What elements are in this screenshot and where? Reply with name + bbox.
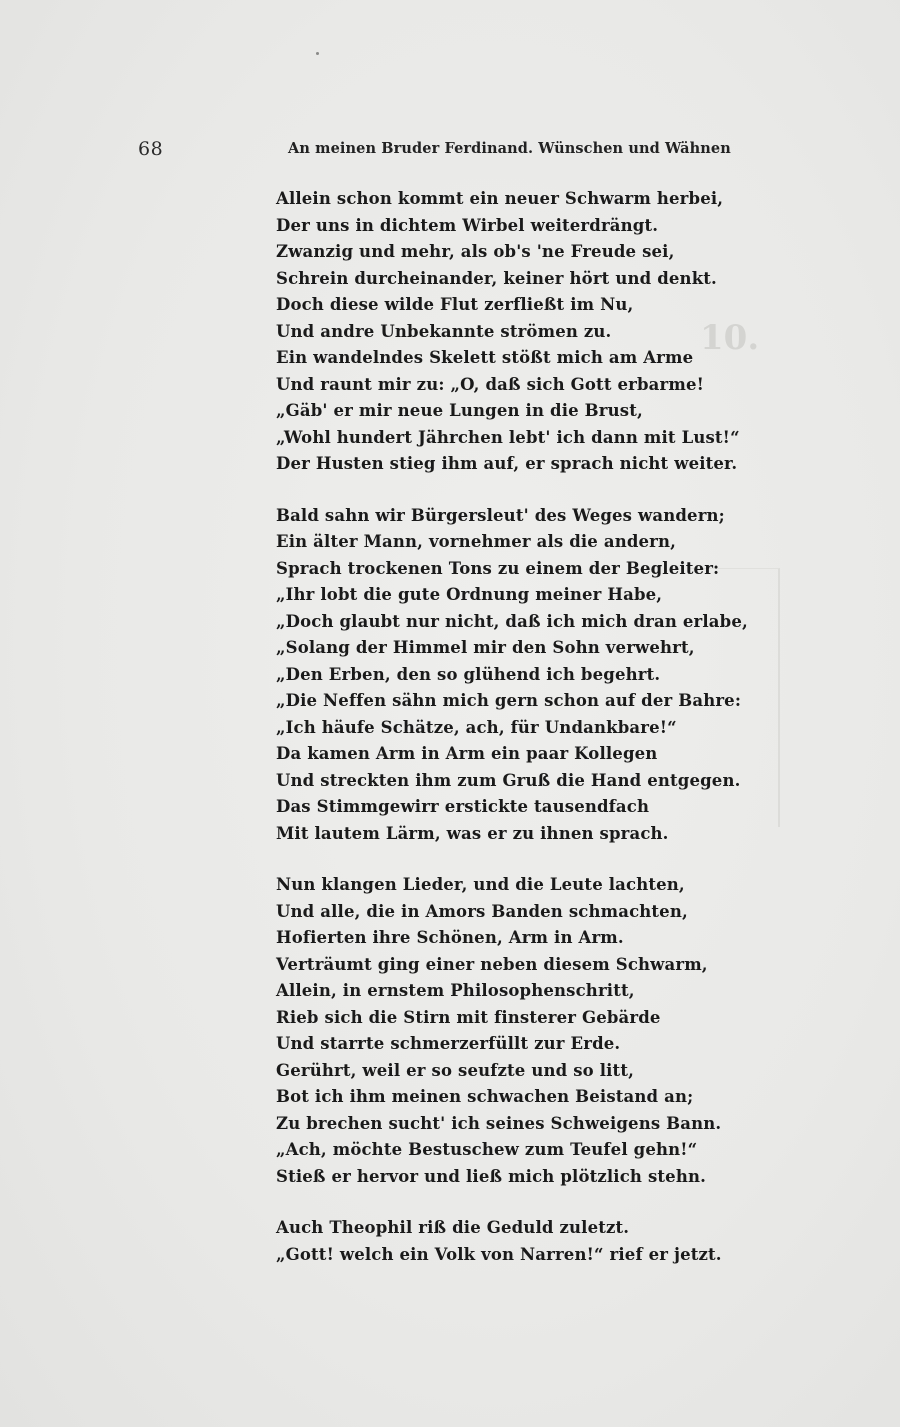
verse-line: Der uns in dichtem Wirbel weiterdrängt. xyxy=(276,215,659,235)
verse-line: „Ach, möchte Bestuschew zum Teufel gehn!“ xyxy=(276,1140,698,1159)
verse-line: Und starrte schmerzerfüllt zur Erde. xyxy=(276,1034,621,1053)
verse-line: „Gäb' er mir neue Lungen in die Brust, xyxy=(276,401,643,420)
verse-line: Und alle, die in Amors Banden schmachten, xyxy=(276,901,688,921)
verse-line: Rieb sich die Stirn mit finsterer Gebärde xyxy=(276,1007,661,1027)
verse-line: Bot ich ihm meinen schwachen Beistand an; xyxy=(276,1087,694,1106)
verse-line: Das Stimmgewirr erstickte tausendfach xyxy=(276,797,650,816)
verse-line: „Gott! welch ein Volk von Narren!“ rief er jetzt. xyxy=(276,1244,722,1264)
page-number: 68 xyxy=(138,138,164,160)
stanza xyxy=(276,1215,722,1268)
verse-line: „Die Neffen sähn mich gern schon auf der Bahre: xyxy=(276,691,742,710)
verse-line: Der Husten stieg ihm auf, er sprach nicht weiter. xyxy=(276,454,738,473)
verse-line: Und raunt mir zu: „O, daß sich Gott erbarme! xyxy=(276,374,705,394)
verse-line: Gerührt, weil er so seufzte und so litt, xyxy=(276,1060,634,1080)
verse-line: Stieß er hervor und ließ mich plötzlich stehn. xyxy=(276,1166,707,1186)
speck xyxy=(316,52,319,55)
verse-line: „Ihr lobt die gute Ordnung meiner Habe, xyxy=(276,585,663,604)
verse-line: Schrein durcheinander, keiner hört und denkt. xyxy=(276,268,717,288)
verse-line: Hofierten ihre Schönen, Arm in Arm. xyxy=(276,928,624,947)
verse-line: Doch diese wilde Flut zerfließt im Nu, xyxy=(276,295,634,314)
verse-line: Verträumt ging einer neben diesem Schwarm, xyxy=(276,954,708,974)
verse-line: Zwanzig und mehr, als ob's 'ne Freude sei, xyxy=(276,242,675,261)
verse-line: Ein wandelndes Skelett stößt mich am Arme xyxy=(276,348,694,367)
verse-line: Da kamen Arm in Arm ein paar Kollegen xyxy=(276,744,658,763)
verse-line: Bald sahn wir Bürgersleut' des Weges wandern; xyxy=(276,505,725,525)
verse-line: Mit lautem Lärm, was er zu ihnen sprach. xyxy=(276,823,669,843)
verse-line: Allein schon kommt ein neuer Schwarm herbei, xyxy=(276,189,724,208)
verse-line: „Doch glaubt nur nicht, daß ich mich dran erlabe, xyxy=(276,611,748,631)
verse-line: Zu brechen sucht' ich seines Schweigens Bann. xyxy=(276,1113,722,1133)
verse-line: Auch Theophil riß die Geduld zuletzt. xyxy=(276,1218,630,1237)
stanza xyxy=(276,503,748,848)
verse-line: Sprach trockenen Tons zu einem der Begleiter: xyxy=(276,558,720,578)
verse-line: Und streckten ihm zum Gruß die Hand entgegen. xyxy=(276,770,741,790)
verse-line: Und andre Unbekannte strömen zu. xyxy=(276,321,612,341)
running-head: An meinen Bruder Ferdinand. Wünschen und Wähnen xyxy=(288,140,731,157)
verse-line: Ein älter Mann, vornehmer als die andern, xyxy=(276,532,677,551)
verse-line: Nun klangen Lieder, und die Leute lachten, xyxy=(276,875,685,894)
verse-line: „Wohl hundert Jährchen lebt' ich dann mit Lust!“ xyxy=(276,427,740,447)
verse-line: „Solang der Himmel mir den Sohn verwehrt, xyxy=(276,638,695,657)
show-through-heading: 10. xyxy=(700,318,760,358)
stanza xyxy=(276,872,722,1190)
verse-line: „Ich häufe Schätze, ach, für Undankbare!“ xyxy=(276,717,677,737)
verse-line: Allein, in ernstem Philosophenschritt, xyxy=(276,981,635,1000)
verse-line: „Den Erben, den so glühend ich begehrt. xyxy=(276,664,661,684)
